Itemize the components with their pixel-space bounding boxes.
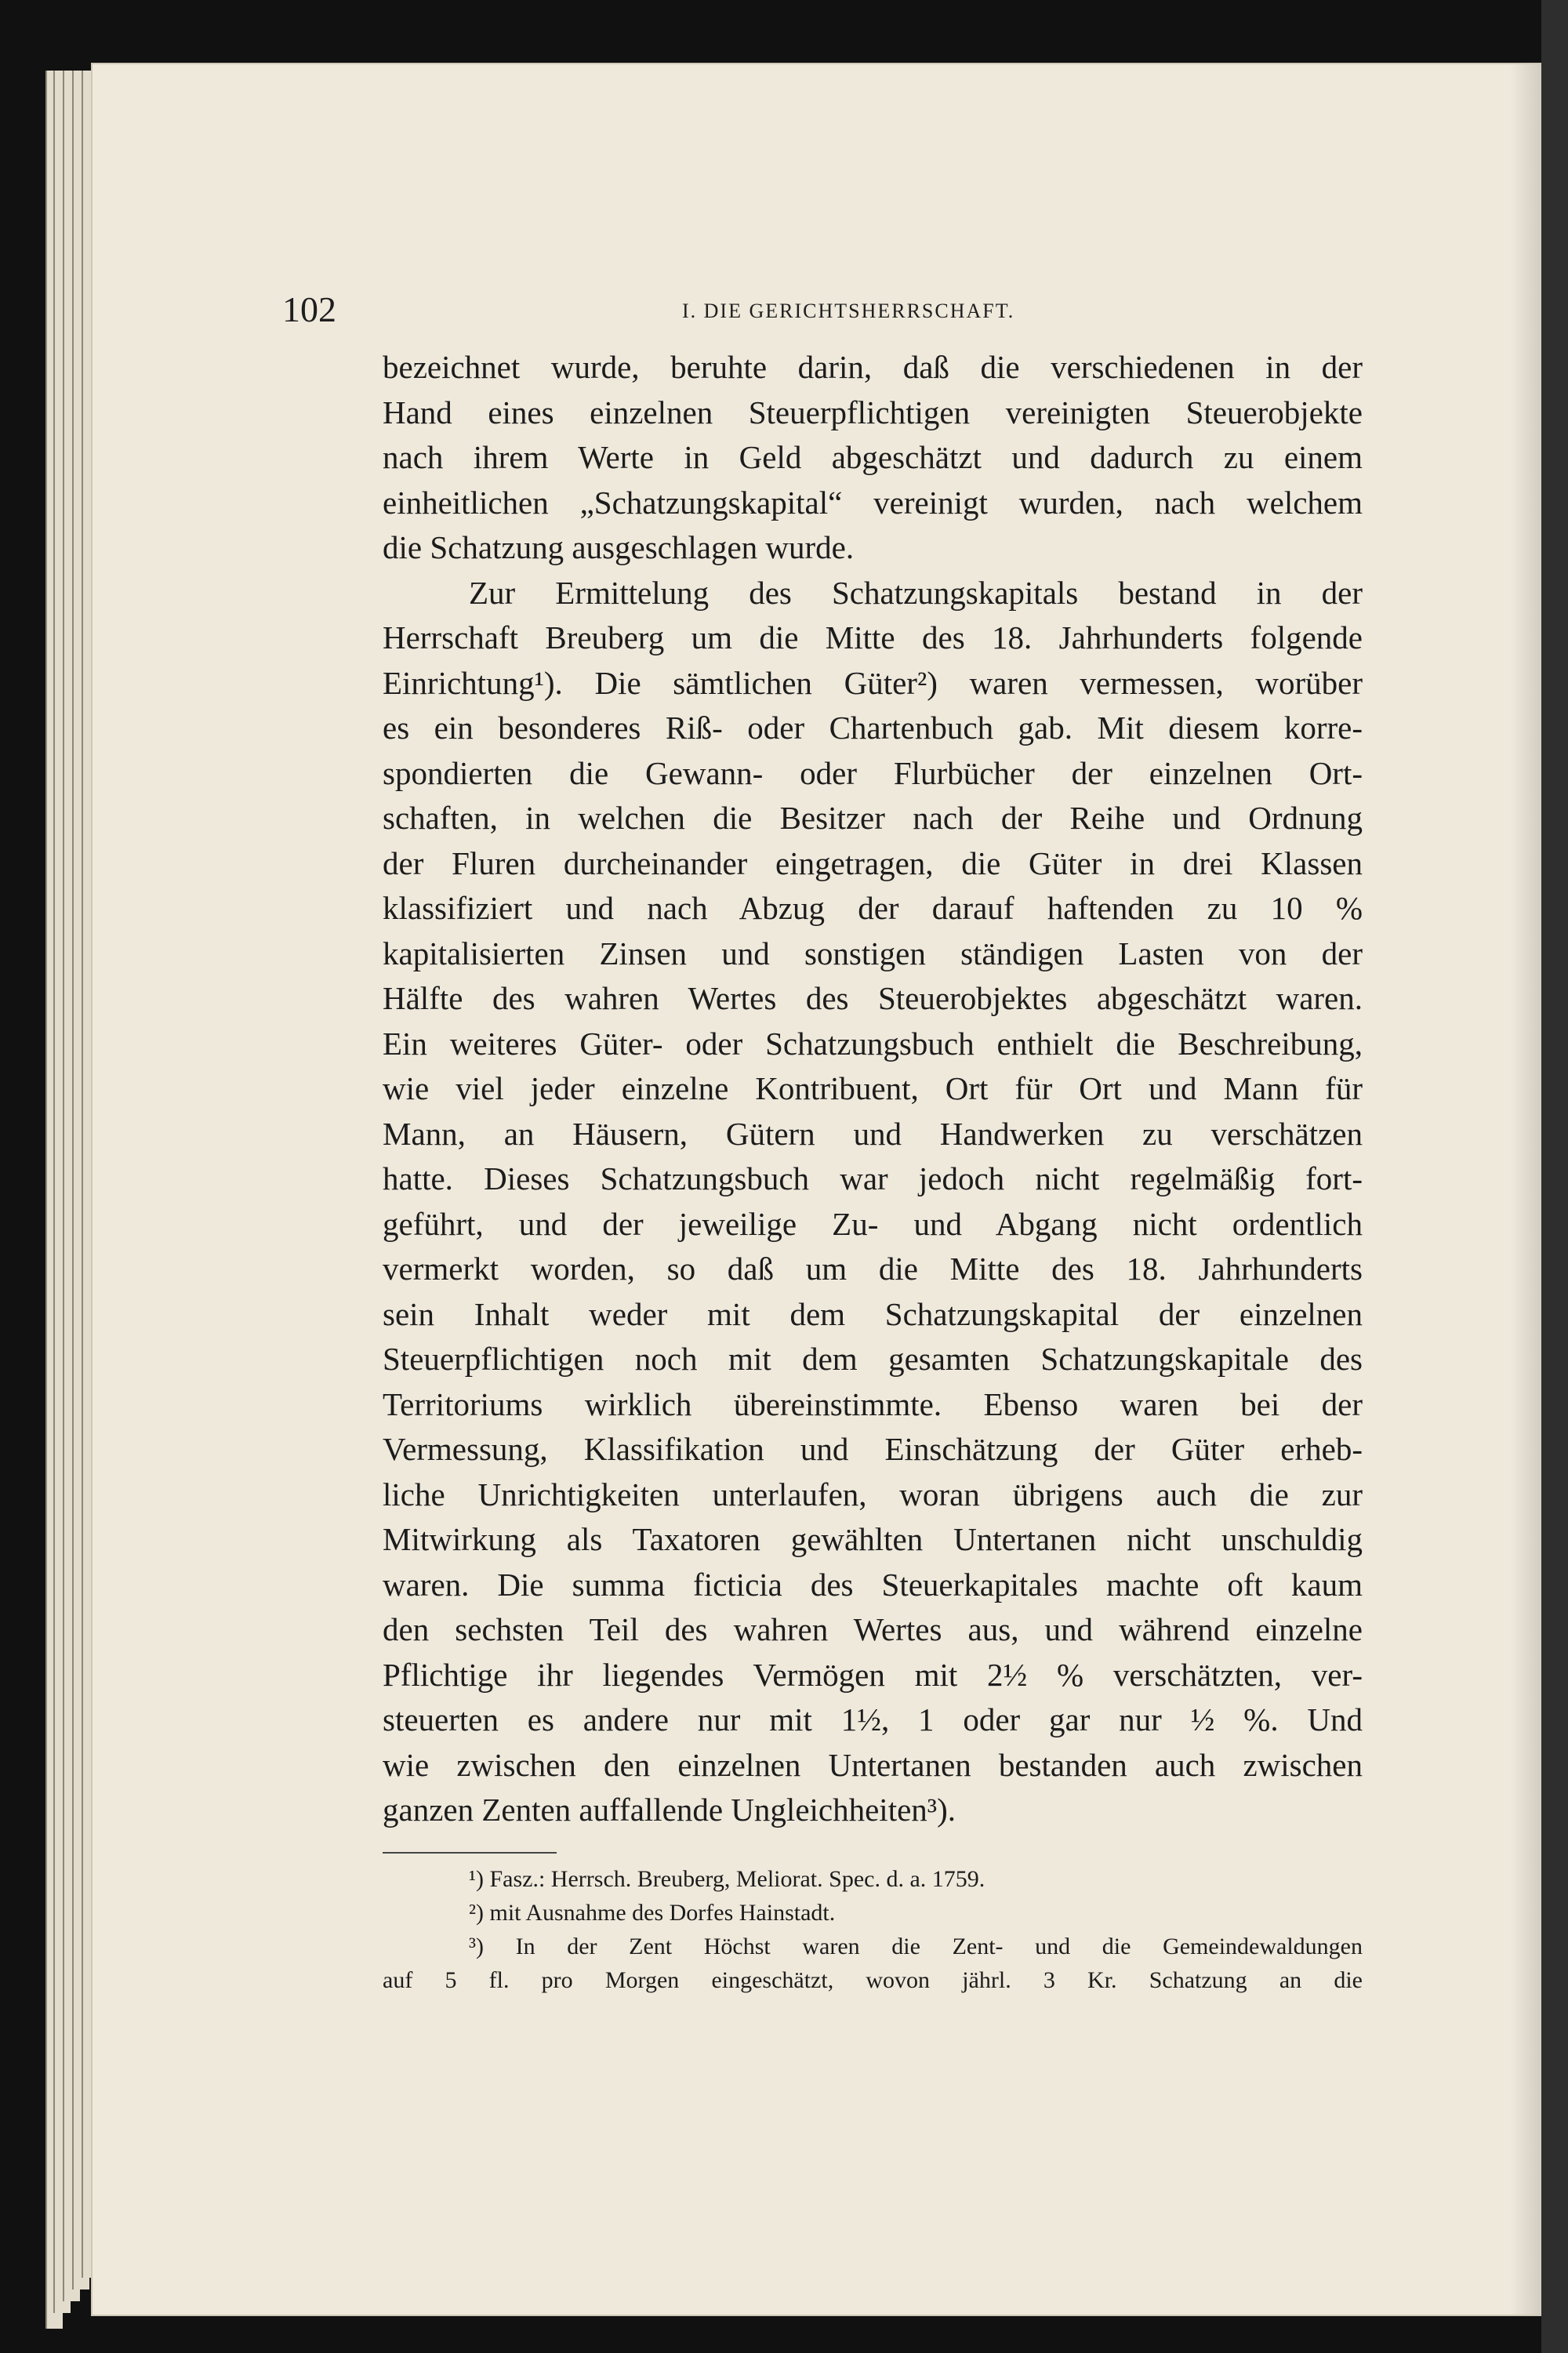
text-line: Einrichtung¹). Die sämtlichen Güter²) waren vermessen, worüber bbox=[383, 664, 1363, 701]
text-line: wie zwischen den einzelnen Untertanen bestanden auch zwischen bbox=[383, 1746, 1363, 1783]
text-line: Zur Ermittelung des Schatzungskapitals bestand in der bbox=[469, 574, 1363, 611]
text-line: den sechsten Teil des wahren Wertes aus, und während einzelne bbox=[383, 1611, 1363, 1647]
page-header bbox=[282, 289, 1364, 336]
text-line: schaften, in welchen die Besitzer nach der Reihe und Ordnung bbox=[383, 800, 1363, 836]
text-line: nach ihrem Werte in Geld abgeschätzt und dadurch zu einem bbox=[383, 439, 1363, 475]
footnote-divider bbox=[383, 1852, 557, 1854]
body-text bbox=[383, 345, 1363, 1833]
footnote: auf 5 fl. pro Morgen eingeschätzt, wovon jährl. 3 Kr. Schatzung an die bbox=[383, 1967, 1363, 1993]
footnotes bbox=[383, 1862, 1363, 1997]
text-line: einheitlichen „Schatzungskapital“ vereinigt wurden, nach welchem bbox=[383, 484, 1363, 521]
page-number: 102 bbox=[282, 289, 336, 329]
text-line: bezeichnet wurde, beruhte darin, daß die verschiedenen in der bbox=[383, 349, 1363, 385]
spine-shadow bbox=[1510, 64, 1541, 2315]
text-line: Mitwirkung als Taxatoren gewählten Untertanen nicht unschuldig bbox=[383, 1521, 1363, 1557]
text-line: Mann, an Häusern, Gütern und Handwerken zu verschätzen bbox=[383, 1115, 1363, 1152]
text-line: kapitalisierten Zinsen und sonstigen ständigen Lasten von der bbox=[383, 935, 1363, 971]
text-line: Hälfte des wahren Wertes des Steuerobjektes abgeschätzt waren. bbox=[383, 980, 1363, 1016]
footnote: ³) In der Zent Höchst waren die Zent- und die Gemeindewaldungen bbox=[469, 1934, 1363, 1959]
text-line: ganzen Zenten auffallende Ungleichheiten³). bbox=[383, 1792, 956, 1828]
text-line: liche Unrichtigkeiten unterlaufen, woran übrigens auch die zur bbox=[383, 1476, 1363, 1512]
text-line: Pflichtige ihr liegendes Vermögen mit 2½ % verschätzten, ver- bbox=[383, 1656, 1363, 1693]
running-head: I. DIE GERICHTSHERRSCHAFT. bbox=[682, 300, 1015, 322]
text-line: der Fluren durcheinander eingetragen, die Güter in drei Klassen bbox=[383, 844, 1363, 881]
text-line: waren. Die summa ficticia des Steuerkapitales machte oft kaum bbox=[383, 1566, 1363, 1603]
footnote: ¹) Fasz.: Herrsch. Breuberg, Meliorat. Spec. d. a. 1759. bbox=[469, 1866, 985, 1892]
text-line: die Schatzung ausgeschlagen wurde. bbox=[383, 529, 855, 565]
text-line: Steuerpflichtigen noch mit dem gesamten Schatzungskapitale des bbox=[383, 1341, 1363, 1377]
footnote: ²) mit Ausnahme des Dorfes Hainstadt. bbox=[469, 1900, 836, 1926]
text-line: geführt, und der jeweilige Zu- und Abgang nicht ordentlich bbox=[383, 1205, 1363, 1242]
text-line: sein Inhalt weder mit dem Schatzungskapital der einzelnen bbox=[383, 1295, 1363, 1332]
text-line: wie viel jeder einzelne Kontribuent, Ort für Ort und Mann für bbox=[383, 1070, 1363, 1106]
text-line: Vermessung, Klassifikation und Einschätzung der Güter erheb- bbox=[383, 1431, 1363, 1467]
text-line: Territoriums wirklich übereinstimmte. Ebenso waren bei der bbox=[383, 1385, 1363, 1422]
text-line: es ein besonderes Riß- oder Chartenbuch gab. Mit diesem korre- bbox=[383, 710, 1363, 746]
text-line: Ein weiteres Güter- oder Schatzungsbuch enthielt die Beschreibung, bbox=[383, 1025, 1363, 1062]
text-line: vermerkt worden, so daß um die Mitte des 18. Jahrhunderts bbox=[383, 1251, 1363, 1287]
text-line: hatte. Dieses Schatzungsbuch war jedoch nicht regelmäßig fort- bbox=[383, 1160, 1363, 1196]
text-line: spondierten die Gewann- oder Flurbücher der einzelnen Ort- bbox=[383, 754, 1363, 791]
text-line: steuerten es andere nur mit 1½, 1 oder gar nur ½ %. Und bbox=[383, 1701, 1363, 1738]
text-line: Herrschaft Breuberg um die Mitte des 18. Jahrhunderts folgende bbox=[383, 619, 1363, 655]
text-line: klassifiziert und nach Abzug der darauf haftenden zu 10 % bbox=[383, 890, 1363, 926]
scan-border bbox=[1541, 0, 1568, 2353]
text-line: Hand eines einzelnen Steuerpflichtigen vereinigten Steuerobjekte bbox=[383, 394, 1363, 430]
